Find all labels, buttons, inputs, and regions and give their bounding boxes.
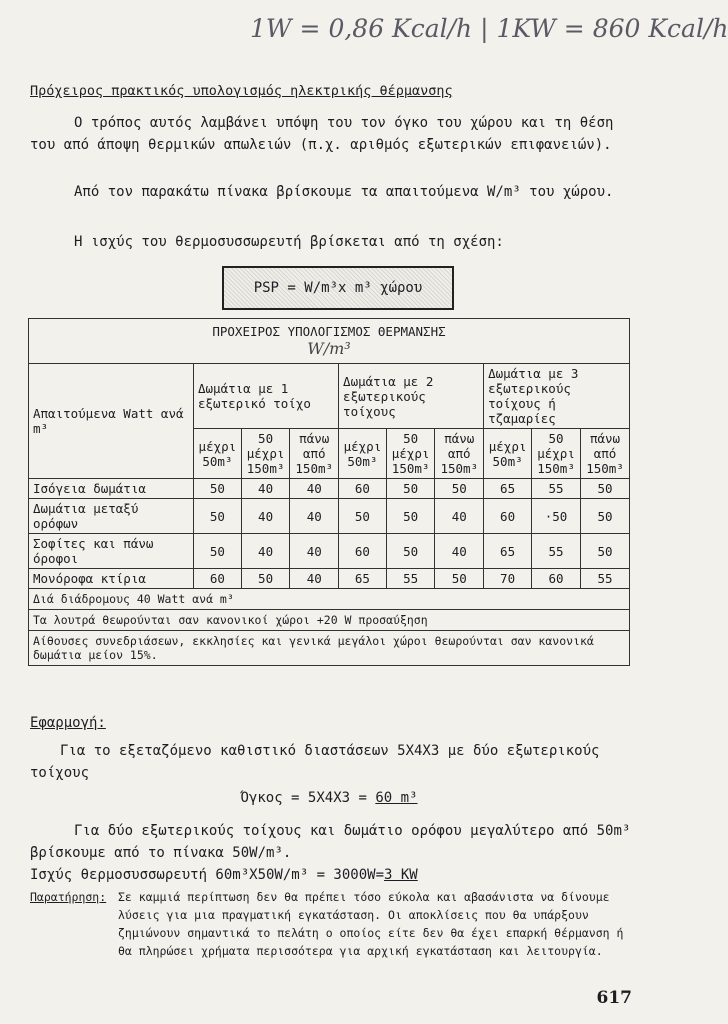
- power-line: [30, 864, 642, 886]
- table-cell: 50: [194, 479, 242, 499]
- table-cell: 60: [484, 499, 532, 534]
- table-cell: 50: [581, 479, 630, 499]
- intro-paragraph: [30, 112, 642, 156]
- table-unit: W/m³: [307, 339, 351, 358]
- table-corner-cell: Απαιτούμενα Watt ανά m³: [29, 364, 194, 479]
- volume-label: Όγκος = 5Χ4Χ3 =: [240, 790, 376, 806]
- subcol-header: μέχρι 50m³: [194, 429, 242, 479]
- intro-text: Ο τρόπος αυτός λαμβάνει υπόψη του τον όγκο του χώρου και τη θέση του από άποψη θερμικών απωλειών (π.χ. αριθμός εξωτερικών επιφανειών).: [30, 115, 614, 153]
- table-cell: 40: [290, 569, 339, 589]
- table-row: [29, 479, 630, 499]
- table-cell: 40: [290, 479, 339, 499]
- table-title: ΠΡΟΧΕΙΡΟΣ ΥΠΟΛΟΓΙΣΜΟΣ ΘΕΡΜΑΝΣΗΣ: [212, 324, 446, 339]
- subcol-header: 50 μέχρι 150m³: [532, 429, 581, 479]
- table-note: Διά διάδρομους 40 Watt ανά m³: [29, 589, 630, 610]
- table-cell: 50: [194, 534, 242, 569]
- subcol-header: μέχρι 50m³: [484, 429, 532, 479]
- row-label: Μονόροφα κτίρια: [29, 569, 194, 589]
- row-label: Ισόγεια δωμάτια: [29, 479, 194, 499]
- table-note: Αίθουσες συνεδριάσεων, εκκλησίες και γενικά μεγάλοι χώροι θεωρούνται σαν κανονικά δωμάτια μείον 15%.: [29, 631, 630, 666]
- table-cell: 60: [339, 534, 387, 569]
- table-cell: 50: [435, 479, 484, 499]
- table-cell: 55: [532, 534, 581, 569]
- table-cell: 55: [386, 569, 435, 589]
- heating-table: [28, 318, 630, 666]
- power-value: 3 KW: [384, 867, 418, 883]
- table-reference-paragraph: [30, 181, 642, 203]
- handwritten-note: 1W = 0,86 Kcal/h | 1KW = 860 Kcal/h: [250, 14, 728, 43]
- volume-value: 60 m³: [375, 790, 418, 806]
- table-cell: 60: [532, 569, 581, 589]
- table-cell: 40: [435, 499, 484, 534]
- group-header-2: Δωμάτια με 2 εξωτερικούς τοίχους: [339, 364, 484, 429]
- group-header-1: Δωμάτια με 1 εξωτερικό τοίχο: [194, 364, 339, 429]
- table-cell: ·50: [532, 499, 581, 534]
- table-cell: 65: [484, 479, 532, 499]
- table-cell: 65: [339, 569, 387, 589]
- subcol-header: μέχρι 50m³: [339, 429, 387, 479]
- table-reference-text: Από τον παρακάτω πίνακα βρίσκουμε τα απαιτούμενα W/m³ του χώρου.: [74, 184, 614, 200]
- table-row: [29, 534, 630, 569]
- table-cell: 50: [386, 499, 435, 534]
- table-cell: 50: [386, 479, 435, 499]
- application-heading: Εφαρμογή:: [30, 715, 106, 731]
- section-title: Πρόχειρος πρακτικός υπολογισμός ηλεκτρικής θέρμανσης: [30, 83, 453, 99]
- table-cell: 50: [194, 499, 242, 534]
- table-cell: 40: [435, 534, 484, 569]
- table-cell: 40: [290, 499, 339, 534]
- table-cell: 50: [581, 534, 630, 569]
- subcol-header: πάνω από 150m³: [435, 429, 484, 479]
- table-cell: 60: [194, 569, 242, 589]
- table-cell: 50: [435, 569, 484, 589]
- page-number: 617: [596, 988, 632, 1008]
- remark-label: Παρατήρηση:: [30, 890, 107, 904]
- table-cell: 50: [339, 499, 387, 534]
- formula-box: [222, 266, 454, 310]
- group-header-3: Δωμάτια με 3 εξωτερικούς τοίχους ή τζαμαρίες: [484, 364, 630, 429]
- row-label: Σοφίτες και πάνω όροφοι: [29, 534, 194, 569]
- example-intro-text: Για το εξεταζόμενο καθιστικό διαστάσεων 5Χ4Χ3 με δύο εξωτερικούς τοίχους: [30, 743, 600, 781]
- table-row: [29, 499, 630, 534]
- table-cell: 40: [241, 534, 290, 569]
- formula-intro-paragraph: [30, 231, 642, 253]
- power-label: Ισχύς θερμοσυσσωρευτή 60m³X50W/m³ = 3000W=: [30, 867, 385, 883]
- example-text: [30, 820, 642, 864]
- formula-intro-text: Η ισχύς του θερμοσυσσωρευτή βρίσκεται από τη σχέση:: [74, 234, 504, 250]
- table-cell: 40: [241, 499, 290, 534]
- table-title-cell: [29, 319, 630, 364]
- table-cell: 50: [386, 534, 435, 569]
- example-intro: [30, 740, 642, 784]
- table-cell: 50: [241, 569, 290, 589]
- subcol-header: 50 μέχρι 150m³: [386, 429, 435, 479]
- table-cell: 55: [581, 569, 630, 589]
- example-text-body: Για δύο εξωτερικούς τοίχους και δωμάτιο ορόφου μεγαλύτερο από 50m³ βρίσκουμε από το πίνακα 50W/m³.: [30, 823, 631, 861]
- row-label: Δωμάτια μεταξύ ορόφων: [29, 499, 194, 534]
- remark: [30, 888, 630, 960]
- remark-text: Σε καμμιά περίπτωση δεν θα πρέπει τόσο εύκολα και αβασάνιστα να δίνουμε λύσεις για μια πραγματική εγκατάσταση. Οι αποκλίσεις που θα υπάρξουν ζημιώνουν σημαντικά το πελάτη ο οποίος είτε δεν θα έχει επαρκή θέρμανση ή θα πληρώσει χρήματα περισσότερα για αρχική εγκατάσταση και λειτουργία.: [118, 890, 624, 958]
- volume-line: [0, 790, 658, 806]
- table-note: Τα λουτρά θεωρούνται σαν κανονικοί χώροι +20 W προσαύξηση: [29, 610, 630, 631]
- table-cell: 65: [484, 534, 532, 569]
- subcol-header: πάνω από 150m³: [581, 429, 630, 479]
- table-cell: 50: [581, 499, 630, 534]
- table-cell: 55: [532, 479, 581, 499]
- formula-text: PSP = W/m³x m³ χώρου: [253, 280, 423, 296]
- table-cell: 70: [484, 569, 532, 589]
- table-row: [29, 569, 630, 589]
- table-cell: 40: [290, 534, 339, 569]
- table-cell: 60: [339, 479, 387, 499]
- subcol-header: 50 μέχρι 150m³: [241, 429, 290, 479]
- subcol-header: πάνω από 150m³: [290, 429, 339, 479]
- table-cell: 40: [241, 479, 290, 499]
